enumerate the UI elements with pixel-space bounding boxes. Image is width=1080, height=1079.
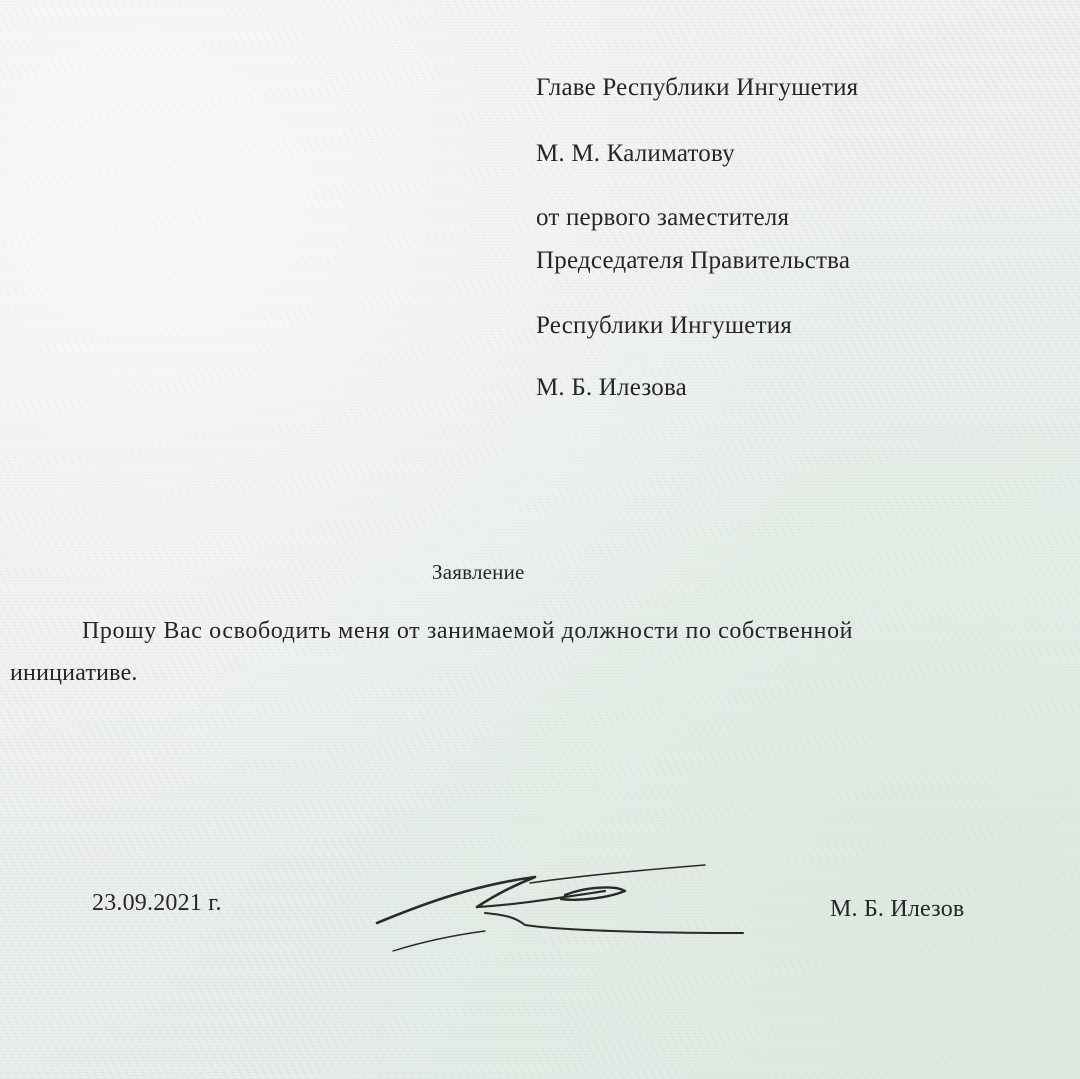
handwritten-signature	[365, 855, 765, 965]
body-line-1: Прошу Вас освободить меня от занимаемой должности по собственной	[82, 618, 854, 644]
addressee-line-2: М. М. Калиматову	[536, 140, 735, 167]
document-title: Заявление	[432, 560, 525, 584]
date-text: 23.09.2021 г.	[92, 890, 222, 916]
body-line-2: инициативе.	[10, 660, 138, 686]
sender-line-4: М. Б. Илезова	[536, 374, 687, 401]
sender-line-3: Республики Ингушетия	[536, 312, 793, 339]
sender-line-1: от первого заместителя	[536, 204, 790, 231]
addressee-line-1: Главе Республики Ингушетия	[536, 74, 859, 101]
signatory-name: М. Б. Илезов	[830, 896, 965, 922]
sender-line-2: Председателя Правительства	[536, 247, 851, 274]
